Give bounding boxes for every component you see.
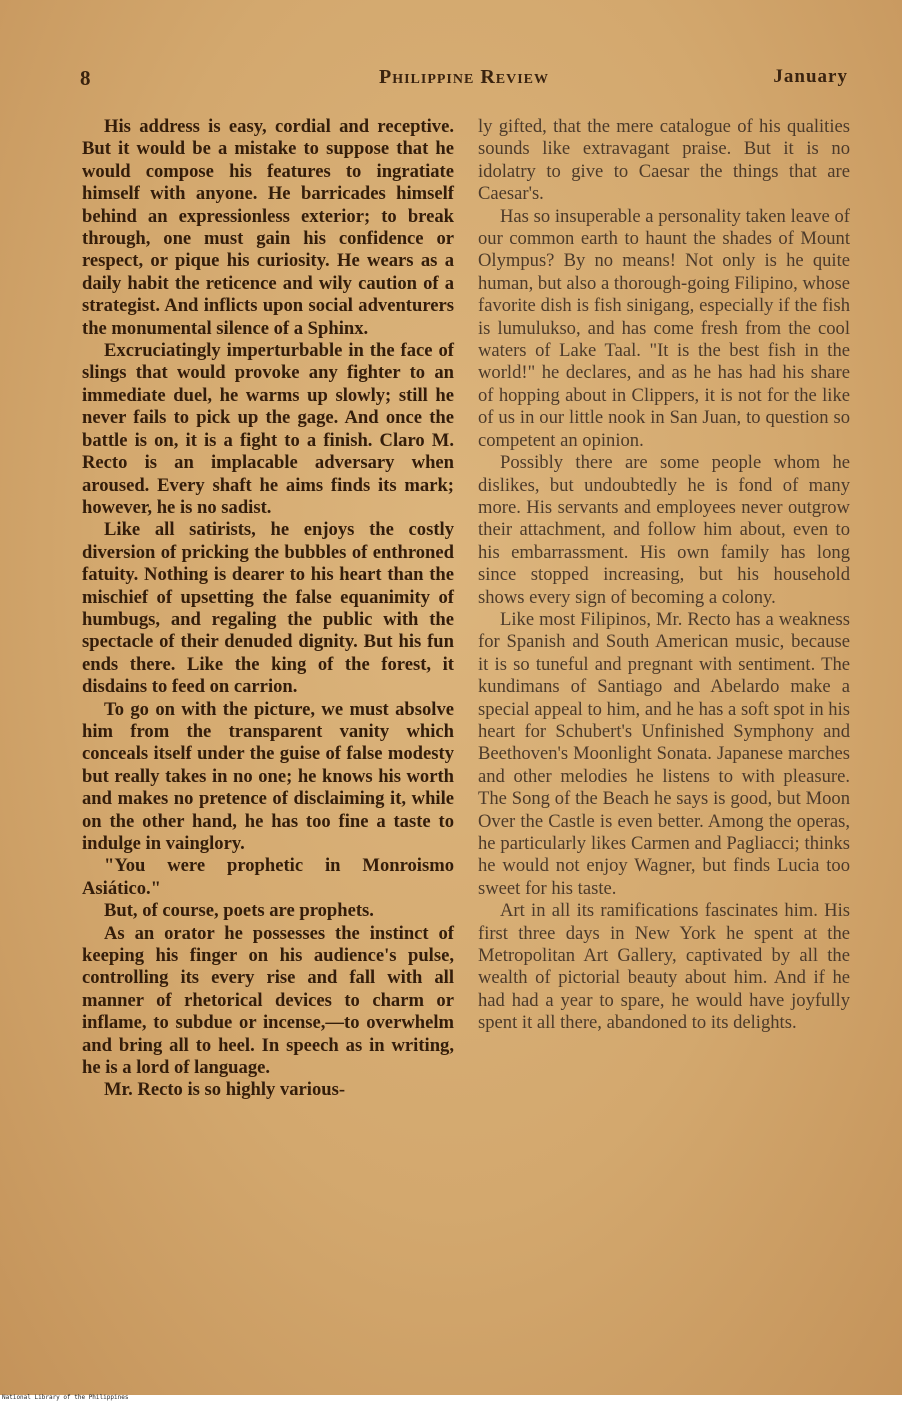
left-column xyxy=(82,116,454,1102)
page-number: 8 xyxy=(80,66,91,90)
right-column xyxy=(478,116,850,1035)
footer-strip xyxy=(0,1395,902,1403)
paragraph: But, of course, poets are prophets. xyxy=(104,900,374,922)
paragraph: Like all satirists, he enjoys the costly diversion of pricking the bubbles of enthroned fatuity. Nothing is dearer to his heart than the mischief of upsetting the false equanimity of humbugs, and regaling the public with the spectacle of their denuded dignity. But his fun ends there. Like the king of the forest, it disdains to feed on carrion. xyxy=(82,519,454,698)
paragraph: Has so insuperable a personality taken leave of our common earth to haunt the shades of Mount Olympus? By no means! Not only is he quite human, but also a thorough-going Filipino, whose favorite dish is fish sinigang, especially if the fish is lumulukso, and has come fresh from the cool waters of Lake Taal. "It is the best fish in the world!" he declares, and as he has had his share of hopping about in Clippers, it is not for the like of us in our little nook in San Juan, to question so competent an opinion. xyxy=(478,205,850,451)
paragraph: Possibly there are some people whom he dislikes, but undoubtedly he is fond of many more. His servants and employees never outgrow their attachment, and follow him about, even to his embarrassment. His own family has long since stopped increasing, but his household shows every sign of becoming a colony. xyxy=(478,452,850,608)
paragraph: To go on with the picture, we must absolve him from the transparent vanity which conceals itself under the guise of false modesty but really takes in no one; he knows his worth and makes no pretence of disclaiming it, while on the other hand, he has too fine a taste to indulge in vainglory. xyxy=(82,698,454,854)
library-credit: National Library of the Philippines xyxy=(2,1394,129,1401)
issue-month: January xyxy=(773,66,848,87)
paragraph: As an orator he possesses the instinct of keeping his finger on his audience's pulse, controlling its every rise and fall with all manner of rhetorical devices to charm or inflame, to subdue or incense,—to overwhelm and bring all to heel. In speech as in writing, he is a lord of language. xyxy=(82,922,454,1079)
paragraph: His address is easy, cordial and receptive. But it would be a mistake to suppose that he would compose his features to ingratiate himself with anyone. He barricades himself behind an expressionless exterior; to break through, one must gain his confidence or respect, or pique his curiosity. He wears as a daily habit the reticence and wily caution of a strategist. And inflicts upon social adventurers the monumental silence of a Sphinx. xyxy=(82,116,454,339)
quote-paragraph: "You were prophetic in Monroismo Asiático." xyxy=(82,855,454,899)
paragraph: ly gifted, that the mere catalogue of his qualities sounds like extravagant praise. But it is no idolatry to give to Caesar the things that are Caesar's. xyxy=(478,116,850,205)
paragraph: Art in all its ramifications fascinates him. His first three days in New York he spent at the Metropolitan Art Gallery, captivated by all the wealth of pictorial beauty about him. And if he had had a year to spare, he would have joyfully spent it all there, abandoned to its delights. xyxy=(478,900,850,1034)
page-header xyxy=(80,66,848,92)
paragraph: Like most Filipinos, Mr. Recto has a weakness for Spanish and South American music, because it is so tuneful and pregnant with sentiment. The kundimans of Santiago and Abelardo make a special appeal to him, and he has a soft spot in his heart for Schubert's Unfinished Symphony and Beethoven's Moonlight Sonata. Japanese marches and other melodies he listens to with pleasure. The Song of the Beach he says is good, but Moon Over the Castle is even better. Among the operas, he particularly likes Carmen and Pagliacci; thinks he would not enjoy Wagner, but finds Lucia too sweet for his taste. xyxy=(478,608,850,899)
paragraph: Excruciatingly imperturbable in the face of slings that would provoke any fighter to an immediate duel, he warms up slowly; still he never fails to pick up the gage. And once the battle is on, it is a fight to a finish. Claro M. Recto is an implacable adversary when aroused. Every shaft he aims finds its mark; however, he is no sadist. xyxy=(82,340,454,518)
paragraph: Mr. Recto is so highly various- xyxy=(104,1079,346,1101)
running-title: Philippine Review xyxy=(378,66,550,88)
